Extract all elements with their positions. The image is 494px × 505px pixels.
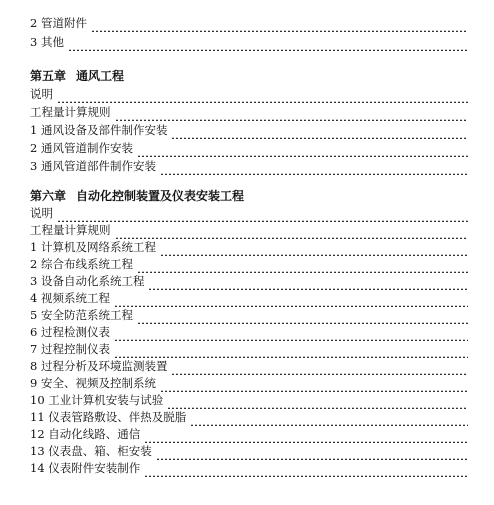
dot-leader [114,324,468,341]
toc-entry-label: 3 设备自动化系统工程 [30,274,145,288]
toc-entry-label: 6 过程检测仪表 [30,325,110,339]
toc-entry-label: 8 过程分析及环境监测装置 [30,359,168,373]
toc-entry[interactable] [30,256,468,273]
toc-entry-label: 7 过程控制仪表 [30,342,110,356]
toc-entry[interactable] [30,239,468,256]
dot-leader [114,290,468,307]
dot-leader [115,222,469,239]
toc-entry[interactable] [30,443,468,460]
dot-leader [115,104,469,121]
dot-leader [114,341,468,358]
dot-leader [57,86,468,103]
dot-leader [156,443,468,460]
chapter-title: 自动化控制装置及仪表安装工程 [76,189,245,203]
toc-entry-label: 12 自动化线路、通信 [30,427,141,441]
chapter-heading[interactable] [30,67,124,85]
toc-entry[interactable] [30,392,468,409]
dot-leader [160,375,468,392]
dot-leader [148,273,468,290]
toc-entry-label: 11 仪表管路敷设、伴热及脱脂 [30,410,187,424]
toc-entry-label: 工程量计算规则 [30,223,111,237]
toc-entry[interactable] [30,222,468,239]
toc-entry[interactable] [30,15,468,32]
dot-leader [144,460,468,477]
toc-entry-label: 5 安全防范系统工程 [30,308,133,322]
toc-entry[interactable] [30,409,468,426]
toc-entry-label: 说明 [30,206,53,220]
toc-entry-label: 4 视频系统工程 [30,291,110,305]
toc-entry-label: 9 安全、视频及控制系统 [30,376,156,390]
toc-entry[interactable] [30,426,468,443]
toc-entry[interactable] [30,375,468,392]
toc-entry[interactable] [30,205,468,222]
dot-leader [160,239,468,256]
toc-entry[interactable] [30,122,468,139]
toc-entry-label: 说明 [30,87,53,101]
dot-leader [57,205,468,222]
toc-entry-label: 13 仪表盘、箱、柜安装 [30,444,152,458]
toc-entry[interactable] [30,104,468,121]
toc-entry-label: 2 管道附件 [30,16,87,30]
chapter-heading[interactable] [30,187,244,205]
dot-leader [171,122,468,139]
toc-entry[interactable] [30,140,468,157]
toc-entry[interactable] [30,290,468,307]
dot-leader [137,256,468,273]
toc-entry-label: 2 通风管道制作安装 [30,141,133,155]
dot-leader [91,15,468,32]
dot-leader [190,409,468,426]
toc-entry[interactable] [30,358,468,375]
toc-entry[interactable] [30,307,468,324]
toc-entry[interactable] [30,86,468,103]
toc-entry[interactable] [30,324,468,341]
dot-leader [167,392,468,409]
toc-entry-label: 14 仪表附件安装制作 [30,461,141,475]
toc-entry-label: 1 计算机及网络系统工程 [30,240,156,254]
toc-entry-label: 1 通风设备及部件制作安装 [30,123,168,137]
toc-entry-label: 2 综合布线系统工程 [30,257,133,271]
toc-entry-label: 3 通风管道部件制作安装 [30,159,156,173]
chapter-number: 第五章 [30,69,67,83]
toc-entry[interactable] [30,460,468,477]
dot-leader [137,140,468,157]
toc-entry-label: 3 其他 [30,35,64,49]
toc-entry[interactable] [30,273,468,290]
toc-entry[interactable] [30,34,468,51]
dot-leader [171,358,468,375]
toc-entry-label: 工程量计算规则 [30,105,111,119]
dot-leader [144,426,468,443]
toc-entry-label: 10 工业计算机安装与试验 [30,393,164,407]
toc-entry[interactable] [30,158,468,175]
dot-leader [160,158,468,175]
dot-leader [137,307,468,324]
toc-entry[interactable] [30,341,468,358]
dot-leader [68,34,468,51]
chapter-title: 通风工程 [76,69,125,83]
chapter-number: 第六章 [30,189,67,203]
